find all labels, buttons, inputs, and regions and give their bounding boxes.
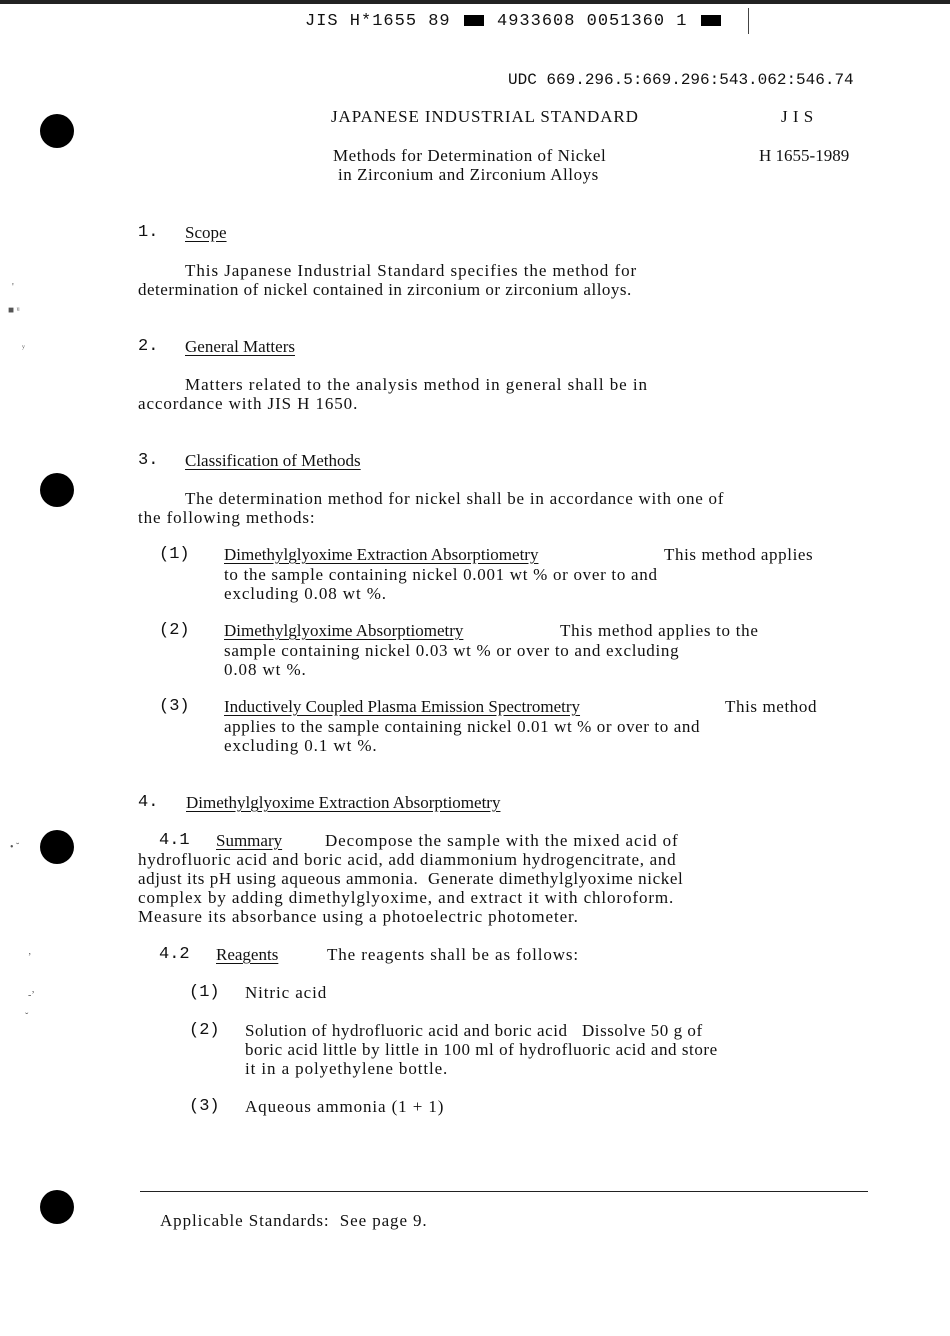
section-3-line-1: The determination method for nickel shall be in accordance with one of <box>185 489 725 508</box>
section-3-heading: Classification of Methods <box>185 451 361 470</box>
reagent-2-number: (2) <box>189 1021 220 1040</box>
subsection-4-2-text-1: The reagents shall be as follows: <box>327 945 580 964</box>
footer-rule <box>140 1191 868 1192</box>
stamp-bar-2 <box>701 15 721 26</box>
section-2-line-1: Matters related to the analysis method in general shall be in <box>185 375 648 394</box>
method-2-text-3: 0.08 wt %. <box>224 660 307 679</box>
reagent-3-text: Aqueous ammonia (1 + 1) <box>245 1097 445 1116</box>
reagent-1-number: (1) <box>189 983 220 1002</box>
section-1-line-1: This Japanese Industrial Standard specifies the method for <box>185 261 638 280</box>
speck: ■ ᵘ <box>8 305 20 316</box>
section-3-line-2: the following methods: <box>138 508 316 527</box>
subsection-4-1-text-3: adjust its pH using aqueous ammonia. Generate dimethylglyoxime nickel <box>138 869 684 888</box>
top-border <box>0 0 950 4</box>
reagent-2-text-2: boric acid little by little in 100 ml of hydrofluoric acid and store <box>245 1040 718 1059</box>
method-2-text-1: This method applies to the <box>560 621 759 640</box>
jis-label: J I S <box>781 107 814 126</box>
title-line-2: in Zirconium and Zirconium Alloys <box>338 165 599 184</box>
section-1-heading: Scope <box>185 223 227 242</box>
subsection-4-1-heading: Summary <box>216 831 283 850</box>
speck: ' <box>12 282 14 293</box>
method-3-text-2: applies to the sample containing nickel 0.01 wt % or over to and <box>224 717 701 736</box>
method-3-number: (3) <box>159 697 190 716</box>
section-1-number: 1. <box>138 223 159 242</box>
reagent-2-text-1: Solution of hydrofluoric acid and boric acid Dissolve 50 g of <box>245 1021 703 1040</box>
punch-hole-4 <box>40 1190 74 1224</box>
speck: ʼ <box>28 952 32 963</box>
method-1-text-1: This method applies <box>664 545 814 564</box>
reagent-1-text: Nitric acid <box>245 983 328 1002</box>
subsection-4-1-text-4: complex by adding dimethylglyoxime, and extract it with chloroform. <box>138 888 675 907</box>
subsection-4-1-text-1: Decompose the sample with the mixed acid of <box>325 831 679 850</box>
standard-number: H 1655-1989 <box>759 146 850 165</box>
method-1-text-2: to the sample containing nickel 0.001 wt % or over to and <box>224 565 658 584</box>
stamp-bar-1 <box>464 15 484 26</box>
method-3-text-3: excluding 0.1 wt %. <box>224 736 378 755</box>
method-1-number: (1) <box>159 545 190 564</box>
speck: • ˘ <box>10 842 20 853</box>
section-4-heading: Dimethylglyoxime Extraction Absorptiometry <box>186 793 501 812</box>
standard-name: JAPANESE INDUSTRIAL STANDARD <box>331 107 639 126</box>
subsection-4-2-number: 4.2 <box>159 945 190 964</box>
speck: ˇ <box>25 1012 29 1023</box>
method-2-title: Dimethylglyoxime Absorptiometry <box>224 621 464 640</box>
reagent-2-text-3: it in a polyethylene bottle. <box>245 1059 449 1078</box>
section-4-number: 4. <box>138 793 159 812</box>
punch-hole-2 <box>40 473 74 507</box>
reagent-3-number: (3) <box>189 1097 220 1116</box>
punch-hole-3 <box>40 830 74 864</box>
subsection-4-2-heading: Reagents <box>216 945 279 964</box>
section-2-number: 2. <box>138 337 159 356</box>
section-2-line-2: accordance with JIS H 1650. <box>138 394 359 413</box>
title-line-1: Methods for Determination of Nickel <box>333 146 607 165</box>
section-1-line-2: determination of nickel contained in zirconium or zirconium alloys. <box>138 280 632 299</box>
punch-hole-1 <box>40 114 74 148</box>
method-1-title: Dimethylglyoxime Extraction Absorptiometry <box>224 545 539 564</box>
stamp-tick <box>748 8 749 34</box>
section-2-heading: General Matters <box>185 337 295 356</box>
section-3-number: 3. <box>138 451 159 470</box>
method-3-title: Inductively Coupled Plasma Emission Spectrometry <box>224 697 581 716</box>
subsection-4-1-text-2: hydrofluoric acid and boric acid, add diammonium hydrogencitrate, and <box>138 850 677 869</box>
header-stamp-part1: JIS H*1655 89 <box>305 12 451 31</box>
subsection-4-1-number: 4.1 <box>159 831 190 850</box>
method-1-text-3: excluding 0.08 wt %. <box>224 584 387 603</box>
header-stamp-part2: 4933608 0051360 1 <box>497 12 688 31</box>
footer-applicable-standards: Applicable Standards: See page 9. <box>160 1211 428 1230</box>
speck: -ʼ <box>28 990 35 1001</box>
method-2-text-2: sample containing nickel 0.03 wt % or over to and excluding <box>224 641 680 660</box>
method-3-text-1: This method <box>725 697 818 716</box>
method-2-number: (2) <box>159 621 190 640</box>
subsection-4-1-text-5: Measure its absorbance using a photoelectric photometer. <box>138 907 579 926</box>
speck: ʸ <box>22 343 25 354</box>
header-stamp <box>305 12 723 31</box>
udc-code: UDC 669.296.5:669.296:543.062:546.74 <box>508 71 854 89</box>
